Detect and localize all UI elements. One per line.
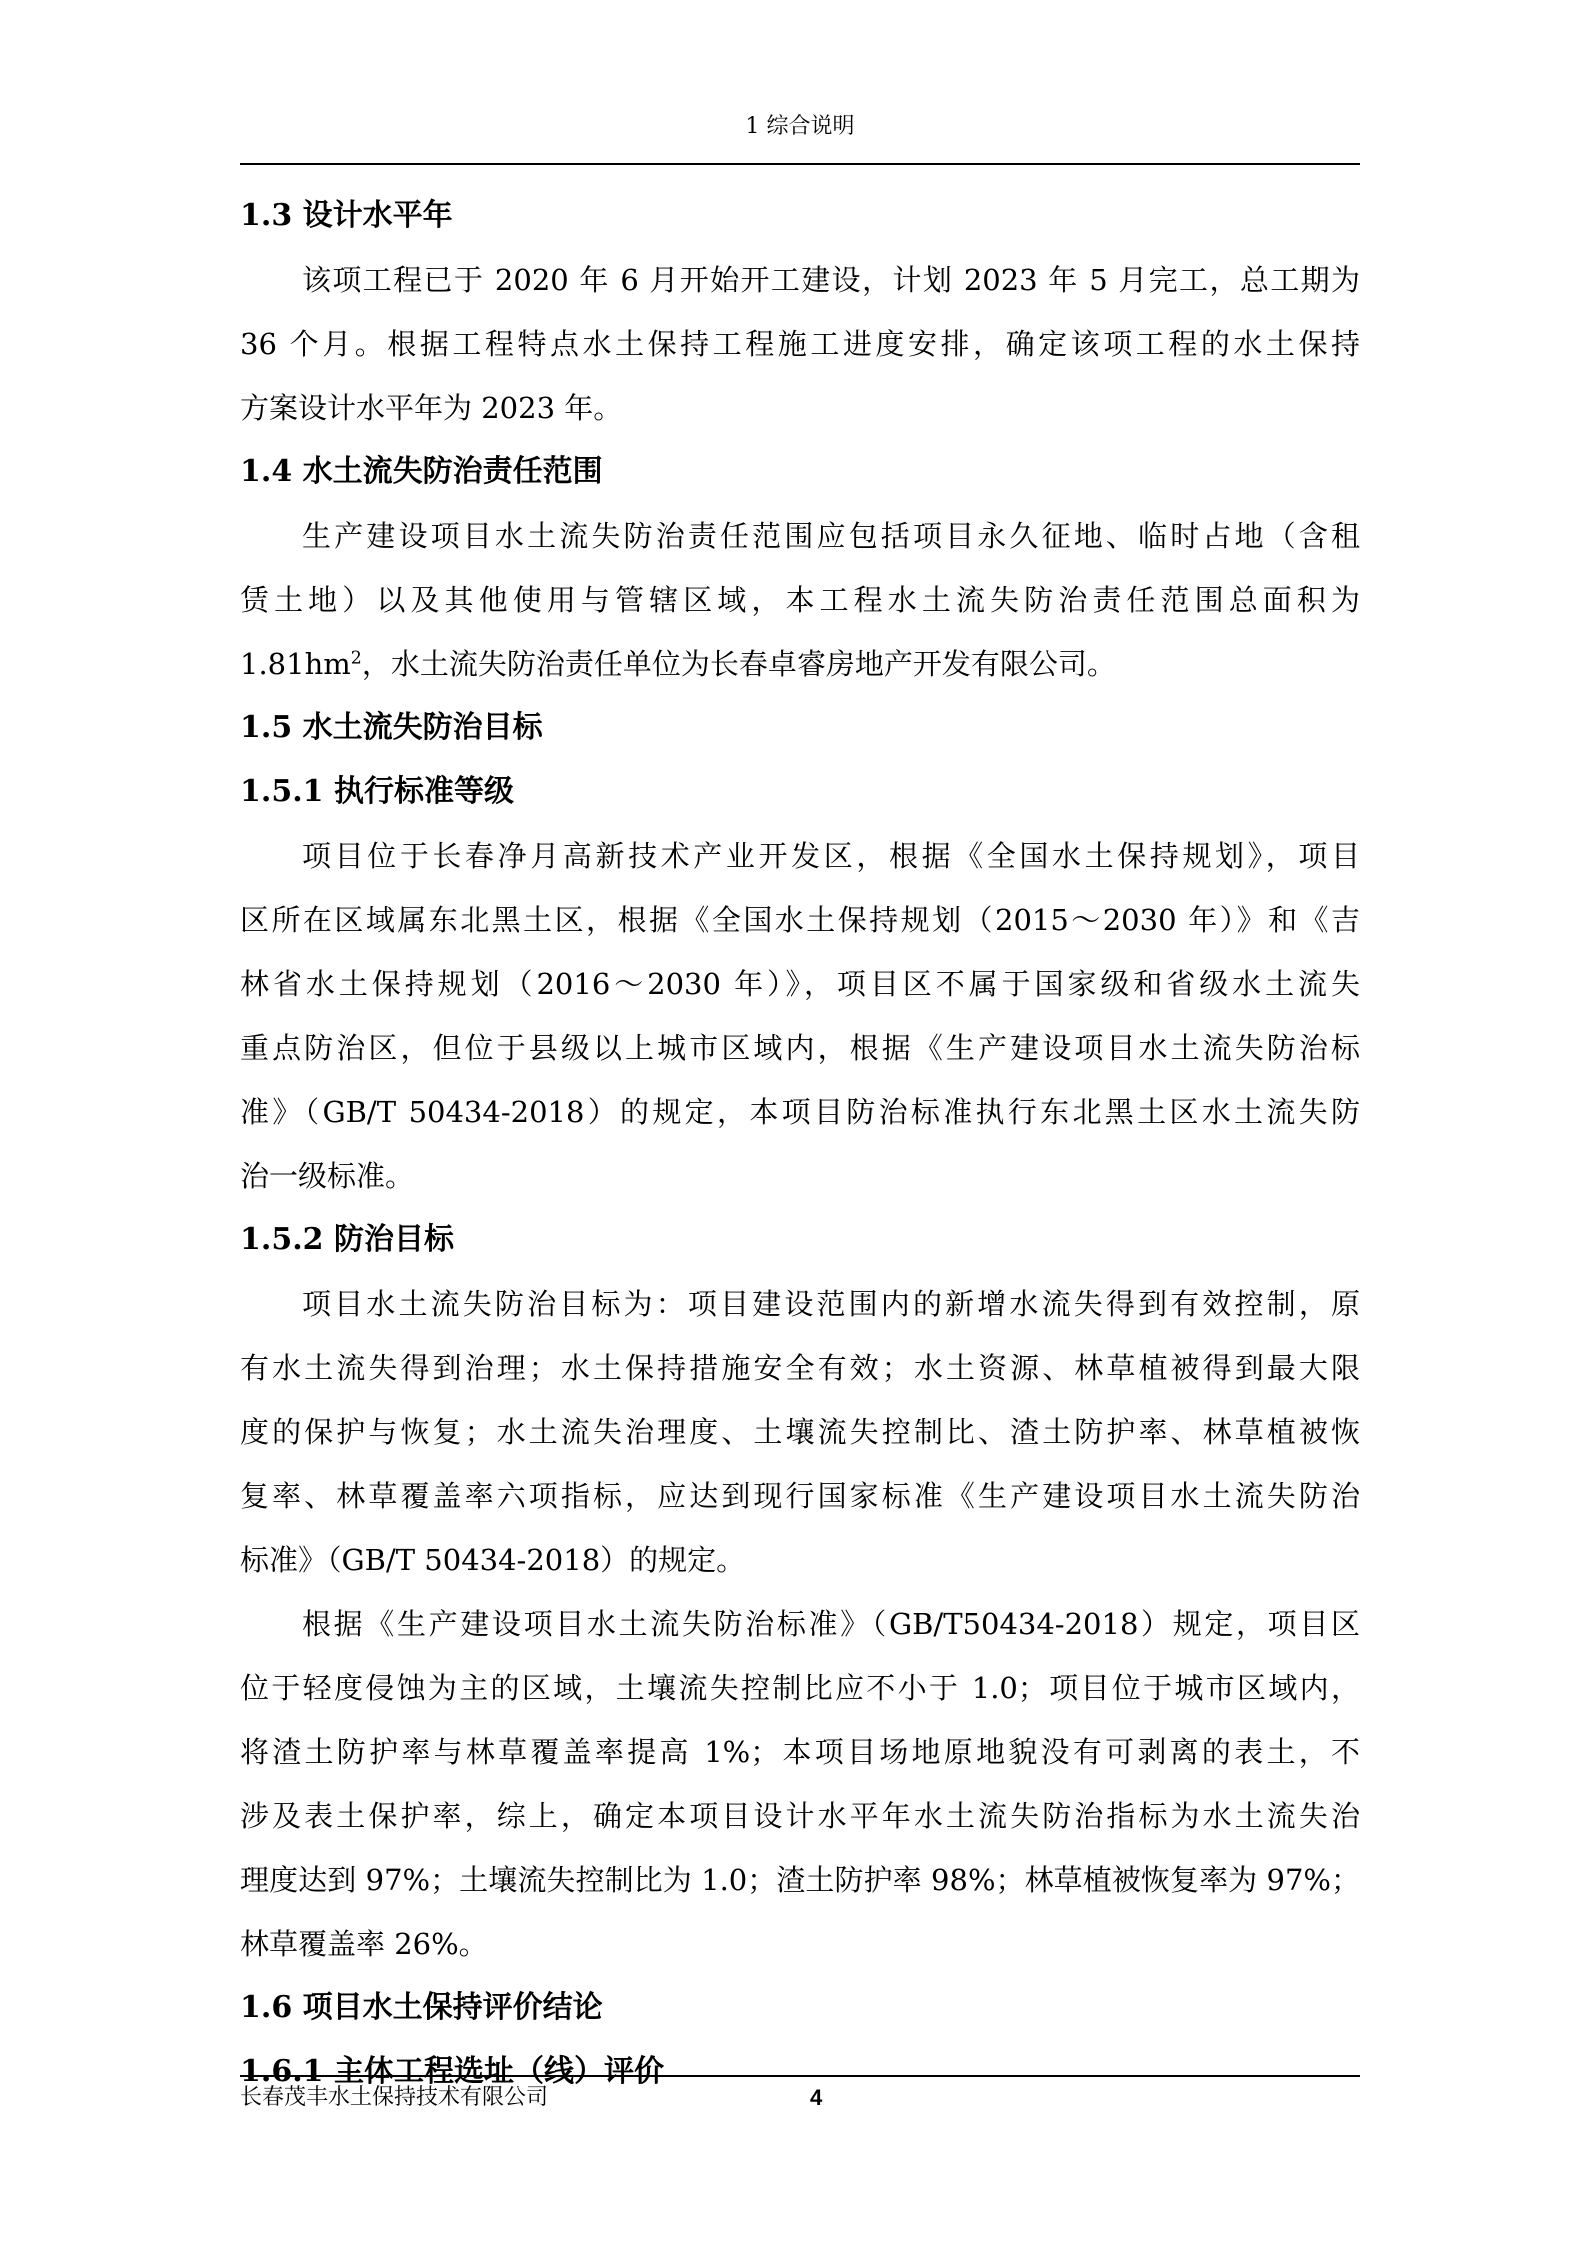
text-line: 标准》（GB/T 50434-2018）的规定。: [240, 1543, 746, 1577]
document-body: [240, 184, 1360, 2104]
text-line: 项目水土流失防治目标为：项目建设范围内的新增水流失得到有效控制，原: [302, 1287, 1360, 1321]
footer-company-name: 长春茂丰水土保持技术有限公司: [240, 2085, 549, 2110]
text-line: 生产建设项目水土流失防治责任范围应包括项目永久征地、临时占地（含租: [302, 519, 1360, 553]
text-line: [240, 632, 1360, 696]
section-heading-1-5-1: 1.5.1 执行标准等级: [240, 774, 514, 809]
section-heading-1-4: 1.4 水土流失防治责任范围: [240, 454, 603, 489]
section-heading-1-6: 1.6 项目水土保持评价结论: [240, 1990, 603, 2025]
footer-rule: [240, 2075, 1360, 2077]
text-line: 该项工程已于 2020 年 6 月开始开工建设，计划 2023 年 5 月完工，总工期为: [302, 263, 1360, 297]
text-line: 复率、林草覆盖率六项指标，应达到现行国家标准《生产建设项目水土流失防治: [240, 1479, 1360, 1513]
text-line: 重点防治区，但位于县级以上城市区域内，根据《生产建设项目水土流失防治标: [240, 1031, 1360, 1065]
text-fragment: ，水土流失防治责任单位为长春卓睿房地产开发有限公司。: [361, 647, 1116, 681]
paragraph-responsibility-scope: [240, 504, 1360, 696]
section-heading-1-3: 1.3 设计水平年: [240, 198, 453, 233]
section-heading-1-5-2: 1.5.2 防治目标: [240, 1222, 454, 1257]
page-number: 4: [810, 2085, 823, 2110]
text-line: 涉及表土保护率，综上，确定本项目设计水平年水土流失防治指标为水土流失治: [240, 1799, 1360, 1833]
text-line: 将渣土防护率与林草覆盖率提高 1%；本项目场地原地貌没有可剥离的表土，不: [240, 1735, 1360, 1769]
text-line: 项目位于长春净月高新技术产业开发区，根据《全国水土保持规划》，项目: [302, 839, 1360, 873]
area-unit-superscript: 2: [350, 648, 362, 669]
text-line: 有水土流失得到治理；水土保持措施安全有效；水土资源、林草植被得到最大限: [240, 1351, 1360, 1385]
text-line: 方案设计水平年为 2023 年。: [240, 391, 623, 425]
text-line: 赁土地）以及其他使用与管辖区域，本工程水土流失防治责任范围总面积为: [240, 583, 1360, 617]
text-line: 36 个月。根据工程特点水土保持工程施工进度安排，确定该项工程的水土保持: [240, 327, 1360, 361]
text-line: 区所在区域属东北黑土区，根据《全国水土保持规划（2015～2030 年）》和《吉: [240, 903, 1360, 937]
header-rule: [240, 163, 1360, 165]
text-line: 林省水土保持规划（2016～2030 年）》，项目区不属于国家级和省级水土流失: [240, 967, 1360, 1001]
paragraph-prevention-goals: [240, 1272, 1360, 1592]
text-line: 治一级标准。: [240, 1159, 415, 1193]
text-line: 位于轻度侵蚀为主的区域，土壤流失控制比应不小于 1.0；项目位于城市区域内，: [240, 1671, 1360, 1705]
text-line: 准》（GB/T 50434-2018）的规定，本项目防治标准执行东北黑土区水土流失防: [240, 1095, 1360, 1129]
section-heading-1-6-1: 1.6.1 主体工程选址（线）评价: [240, 2054, 664, 2089]
text-line: 根据《生产建设项目水土流失防治标准》（GB/T50434-2018）规定，项目区: [302, 1607, 1360, 1641]
section-heading-1-5: 1.5 水土流失防治目标: [240, 710, 543, 745]
running-header: 1 综合说明: [745, 114, 855, 139]
text-line: 度的保护与恢复；水土流失治理度、土壤流失控制比、渣土防护率、林草植被恢: [240, 1415, 1360, 1449]
paragraph-standard-level: [240, 824, 1360, 1208]
paragraph-design-year: [240, 248, 1360, 440]
area-value: 1.81hm: [240, 647, 351, 681]
text-line: 林草覆盖率 26%。: [240, 1927, 488, 1961]
text-line: 理度达到 97%；土壤流失控制比为 1.0；渣土防护率 98%；林草植被恢复率为 97%；: [240, 1863, 1360, 1897]
paragraph-prevention-indicators: [240, 1592, 1360, 1976]
